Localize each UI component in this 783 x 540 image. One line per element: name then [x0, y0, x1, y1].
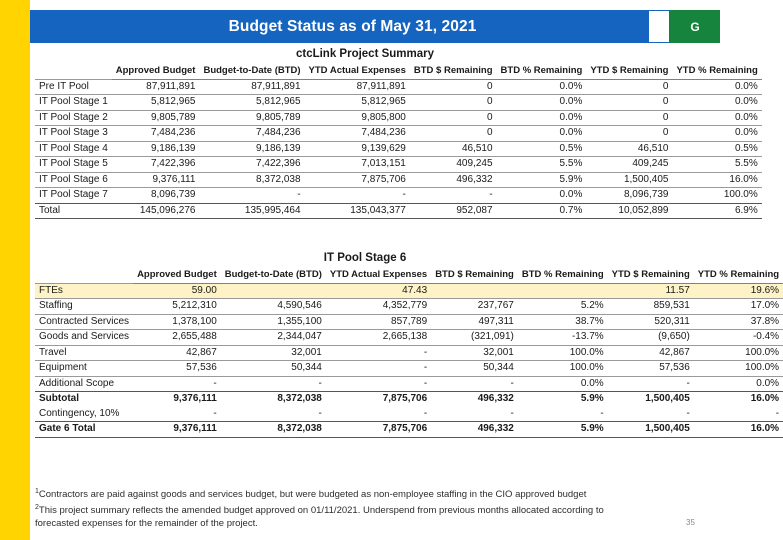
col-header-ytd-actual-expenses: YTD Actual Expenses	[326, 267, 431, 283]
contingency-ytd-actual: -	[423, 407, 428, 419]
cell-btd-dollar: 497,311	[431, 314, 518, 330]
cell-ytd-actual: -	[326, 376, 431, 392]
page-number: 35	[686, 518, 695, 527]
footnote-2-marker: 2	[35, 503, 39, 511]
contingency-label: Contingency, 10%	[39, 407, 120, 419]
cell-btd-dollar: 0	[410, 126, 497, 142]
table-row	[35, 141, 762, 157]
footnote-2-cont	[35, 518, 695, 530]
cell-btd-pct: 5.5%	[497, 157, 587, 173]
col-header-blank	[35, 63, 112, 79]
cell-ytd-pct: 37.8%	[694, 314, 783, 330]
footnote-1	[35, 487, 695, 502]
col-header-ytd-pct-remaining: YTD % Remaining	[694, 267, 783, 283]
cell-btd-dollar: (321,091)	[431, 330, 518, 346]
gate-total-ytd-actual: 7,875,706	[326, 422, 431, 438]
row-label: IT Pool Stage 6	[35, 172, 112, 188]
footnote-1-text: Contractors are paid against goods and services budget, but were budgeted as non-employee staffing in the CIO approved budget	[38, 489, 587, 501]
cell-ytd-pct: 0.0%	[672, 95, 761, 111]
cell-approved-budget: 9,376,111	[112, 172, 200, 188]
col-header-btd-pct-remaining: BTD % Remaining	[518, 267, 608, 283]
gate-total-label: Gate 6 Total	[35, 422, 133, 438]
project-summary-table-section	[35, 48, 758, 219]
cell-ytd-actual: 2,665,138	[326, 330, 431, 346]
subtotal-budget-to-date: 8,372,038	[221, 392, 326, 407]
cell-ytd-dollar: 859,531	[608, 299, 694, 315]
col-header-btd-dollar-remaining: BTD $ Remaining	[410, 63, 497, 79]
table-header-row	[35, 63, 762, 79]
cell-budget-to-date: 4,590,546	[221, 299, 326, 315]
cell-btd-dollar: 496,332	[410, 172, 497, 188]
row-label: IT Pool Stage 5	[35, 157, 112, 173]
row-label: Equipment	[35, 361, 133, 377]
subtotal-ytd-actual: 7,875,706	[326, 392, 431, 407]
row-label: Contracted Services	[35, 314, 133, 330]
contingency-btd-pct: -	[600, 407, 604, 419]
cell-btd-pct: 0.0%	[497, 95, 587, 111]
cell-ytd-actual: 857,789	[326, 314, 431, 330]
cell-btd-pct: 0.0%	[497, 126, 587, 142]
cell-budget-to-date	[221, 283, 326, 299]
cell-btd-dollar	[431, 283, 518, 299]
col-header-approved-budget: Approved Budget	[133, 267, 221, 283]
stage6-detail-table-section	[35, 252, 780, 438]
cell-ytd-actual: 9,805,800	[305, 110, 410, 126]
cell-ytd-actual: 7,484,236	[305, 126, 410, 142]
cell-ytd-dollar: 520,311	[608, 314, 694, 330]
contingency-ytd-dollar: -	[686, 407, 690, 419]
table-row	[35, 361, 783, 377]
cell-budget-to-date: 9,186,139	[199, 141, 304, 157]
stage6-caption: IT Pool Stage 6	[323, 252, 407, 264]
cell-budget-to-date: 5,812,965	[199, 95, 304, 111]
cell-ytd-pct: 100.0%	[694, 345, 783, 361]
table-row	[35, 314, 783, 330]
cell-budget-to-date: 7,484,236	[199, 126, 304, 142]
col-header-budget-to-date: Budget-to-Date (BTD)	[199, 63, 304, 79]
table-row-ftes	[35, 283, 783, 299]
cell-ytd-actual: -	[326, 361, 431, 377]
cell-ytd-actual: 5,812,965	[305, 95, 410, 111]
cell-btd-dollar: 409,245	[410, 157, 497, 173]
cell-btd-dollar: 0	[410, 95, 497, 111]
col-header-ytd-actual-expenses: YTD Actual Expenses	[305, 63, 410, 79]
col-header-approved-budget: Approved Budget	[112, 63, 200, 79]
table-row	[35, 330, 783, 346]
subtotal-approved-budget: 9,376,111	[133, 392, 221, 407]
footnote-2-text-line2: forecasted expenses for the remainder of the project.	[35, 518, 258, 529]
table-row	[35, 299, 783, 315]
cell-ytd-dollar: 46,510	[586, 141, 672, 157]
cell-ytd-dollar: 409,245	[586, 157, 672, 173]
cell-btd-dollar: 237,767	[431, 299, 518, 315]
cell-ytd-dollar: 0	[586, 79, 672, 95]
subtotal-btd-pct: 5.9%	[518, 392, 608, 407]
cell-budget-to-date: 7,422,396	[199, 157, 304, 173]
cell-approved-budget: 7,422,396	[112, 157, 200, 173]
row-label: Staffing	[35, 299, 133, 315]
cell-btd-dollar: 46,510	[410, 141, 497, 157]
cell-ytd-dollar: 8,096,739	[586, 188, 672, 204]
cell-btd-pct: 100.0%	[518, 345, 608, 361]
cell-ytd-actual: 7,875,706	[305, 172, 410, 188]
cell-ytd-dollar: 11.57	[608, 283, 694, 299]
cell-ytd-pct: 0.0%	[672, 79, 761, 95]
cell-btd-pct: 38.7%	[518, 314, 608, 330]
cell-ytd-dollar: 1,500,405	[586, 172, 672, 188]
cell-ytd-pct: 100.0%	[694, 361, 783, 377]
cell-ytd-pct: 0.0%	[672, 110, 761, 126]
cell-btd-pct: 0.0%	[518, 376, 608, 392]
cell-ytd-actual: 9,139,629	[305, 141, 410, 157]
cell-ytd-pct: 5.5%	[672, 157, 761, 173]
table-row	[35, 110, 762, 126]
row-label: IT Pool Stage 4	[35, 141, 112, 157]
col-header-ytd-pct-remaining: YTD % Remaining	[672, 63, 761, 79]
cell-approved-budget: 9,805,789	[112, 110, 200, 126]
cell-ytd-dollar: 0	[586, 110, 672, 126]
cell-btd-pct: 5.2%	[518, 299, 608, 315]
table-header-row	[35, 267, 783, 283]
cell-approved-budget: 2,655,488	[133, 330, 221, 346]
table-row	[35, 95, 762, 111]
cell-ytd-dollar: 0	[586, 95, 672, 111]
cell-budget-to-date: 8,372,038	[199, 172, 304, 188]
col-header-ytd-dollar-remaining: YTD $ Remaining	[586, 63, 672, 79]
cell-approved-budget: 9,186,139	[112, 141, 200, 157]
gate-total-ytd-pct: 16.0%	[694, 422, 783, 438]
cell-approved-budget: 87,911,891	[112, 79, 200, 95]
logo-label: G	[690, 19, 700, 34]
footnote-1-marker: 1	[35, 488, 39, 495]
stage6-detail-table	[35, 267, 783, 438]
total-approved-budget: 145,096,276	[112, 203, 200, 219]
cell-btd-dollar: 0	[410, 79, 497, 95]
table-contingency-row	[35, 407, 783, 422]
cell-ytd-actual: 4,352,779	[326, 299, 431, 315]
row-label: Additional Scope	[35, 376, 133, 392]
table-row	[35, 345, 783, 361]
cell-budget-to-date: -	[199, 188, 304, 204]
total-btd-pct: 0.7%	[497, 203, 587, 219]
cell-ytd-actual: -	[326, 345, 431, 361]
col-header-blank	[35, 267, 133, 283]
project-summary-body	[35, 79, 762, 219]
cell-btd-dollar: -	[410, 188, 497, 204]
cell-budget-to-date: 32,001	[221, 345, 326, 361]
cell-btd-pct: 0.0%	[497, 79, 587, 95]
footnote-2-text-line1: This project summary reflects the amended budget approved on 01/11/2021. Underspend from previous months allocated according to	[38, 504, 604, 516]
table-row	[35, 79, 762, 95]
row-label: IT Pool Stage 7	[35, 188, 112, 204]
table-row	[35, 157, 762, 173]
cell-btd-pct: 0.5%	[497, 141, 587, 157]
project-summary-caption: ctcLink Project Summary	[295, 48, 435, 60]
cell-ytd-pct: 17.0%	[694, 299, 783, 315]
table-row	[35, 126, 762, 142]
cell-ytd-actual: 87,911,891	[305, 79, 410, 95]
cell-btd-dollar: 32,001	[431, 345, 518, 361]
col-header-btd-dollar-remaining: BTD $ Remaining	[431, 267, 518, 283]
subtotal-ytd-dollar: 1,500,405	[608, 392, 694, 407]
row-label: IT Pool Stage 1	[35, 95, 112, 111]
col-header-budget-to-date: Budget-to-Date (BTD)	[221, 267, 326, 283]
subtotal-label: Subtotal	[35, 392, 133, 407]
cell-ytd-actual: 47.43	[326, 283, 431, 299]
col-header-ytd-dollar-remaining: YTD $ Remaining	[608, 267, 694, 283]
row-label: Goods and Services	[35, 330, 133, 346]
gate-total-btd-dollar: 496,332	[431, 422, 518, 438]
gate-total-budget-to-date: 8,372,038	[221, 422, 326, 438]
gate-total-ytd-dollar: 1,500,405	[608, 422, 694, 438]
cell-ytd-dollar: -	[608, 376, 694, 392]
contingency-budget-to-date: -	[318, 407, 322, 419]
gate-total-btd-pct: 5.9%	[518, 422, 608, 438]
organization-logo	[670, 10, 720, 43]
cell-approved-budget: 59.00	[133, 283, 221, 299]
footnotes	[35, 487, 695, 531]
total-ytd-actual: 135,043,377	[305, 203, 410, 219]
cell-budget-to-date: 87,911,891	[199, 79, 304, 95]
cell-budget-to-date: 9,805,789	[199, 110, 304, 126]
cell-ytd-pct: 0.5%	[672, 141, 761, 157]
cell-ytd-dollar: 0	[586, 126, 672, 142]
table-row	[35, 172, 762, 188]
gate-total-approved-budget: 9,376,111	[133, 422, 221, 438]
cell-approved-budget: -	[133, 376, 221, 392]
total-ytd-pct: 6.9%	[672, 203, 761, 219]
stage6-detail-body	[35, 283, 783, 437]
cell-btd-pct: -13.7%	[518, 330, 608, 346]
contingency-ytd-pct: -	[775, 407, 780, 419]
row-label: Travel	[35, 345, 133, 361]
cell-btd-pct: 100.0%	[518, 361, 608, 377]
table-row	[35, 188, 762, 204]
cell-btd-dollar: 0	[410, 110, 497, 126]
cell-ytd-dollar: 42,867	[608, 345, 694, 361]
cell-budget-to-date: -	[221, 376, 326, 392]
subtotal-ytd-pct: 16.0%	[694, 392, 783, 407]
table-gate-total-row	[35, 422, 783, 438]
total-btd-dollar: 952,087	[410, 203, 497, 219]
cell-approved-budget: 7,484,236	[112, 126, 200, 142]
table-subtotal-row	[35, 392, 783, 407]
table-total-row	[35, 203, 762, 219]
title-gap-block	[648, 10, 670, 43]
cell-budget-to-date: 1,355,100	[221, 314, 326, 330]
cell-ytd-pct: 0.0%	[694, 376, 783, 392]
row-label: IT Pool Stage 3	[35, 126, 112, 142]
cell-ytd-pct: 0.0%	[672, 126, 761, 142]
row-label: FTEs	[35, 283, 133, 299]
cell-approved-budget: 57,536	[133, 361, 221, 377]
total-label: Total	[35, 203, 112, 219]
cell-ytd-pct: 100.0%	[672, 188, 761, 204]
cell-budget-to-date: 50,344	[221, 361, 326, 377]
cell-ytd-actual: -	[305, 188, 410, 204]
cell-btd-pct: 5.9%	[497, 172, 587, 188]
subtotal-btd-dollar: 496,332	[431, 392, 518, 407]
total-budget-to-date: 135,995,464	[199, 203, 304, 219]
footnote-2	[35, 503, 695, 518]
left-accent-bar	[0, 0, 30, 540]
cell-ytd-pct: 16.0%	[672, 172, 761, 188]
cell-approved-budget: 5,812,965	[112, 95, 200, 111]
row-label: Pre IT Pool	[35, 79, 112, 95]
cell-approved-budget: 5,212,310	[133, 299, 221, 315]
cell-approved-budget: 42,867	[133, 345, 221, 361]
page-title: Budget Status as of May 31, 2021	[228, 17, 477, 35]
project-summary-table	[35, 63, 762, 219]
cell-btd-pct	[518, 283, 608, 299]
contingency-btd-dollar: -	[510, 407, 514, 419]
cell-ytd-dollar: (9,650)	[608, 330, 694, 346]
cell-btd-pct: 0.0%	[497, 110, 587, 126]
cell-btd-dollar: 50,344	[431, 361, 518, 377]
total-ytd-dollar: 10,052,899	[586, 203, 672, 219]
table-row	[35, 376, 783, 392]
cell-budget-to-date: 2,344,047	[221, 330, 326, 346]
cell-btd-dollar: -	[431, 376, 518, 392]
col-header-btd-pct-remaining: BTD % Remaining	[497, 63, 587, 79]
cell-approved-budget: 8,096,739	[112, 188, 200, 204]
cell-ytd-pct: 19.6%	[694, 283, 783, 299]
cell-approved-budget: 1,378,100	[133, 314, 221, 330]
row-label: IT Pool Stage 2	[35, 110, 112, 126]
contingency-approved-budget: -	[213, 407, 217, 419]
cell-btd-pct: 0.0%	[497, 188, 587, 204]
cell-ytd-dollar: 57,536	[608, 361, 694, 377]
cell-ytd-actual: 7,013,151	[305, 157, 410, 173]
cell-ytd-pct: -0.4%	[694, 330, 783, 346]
slide-title-bar	[30, 10, 675, 43]
